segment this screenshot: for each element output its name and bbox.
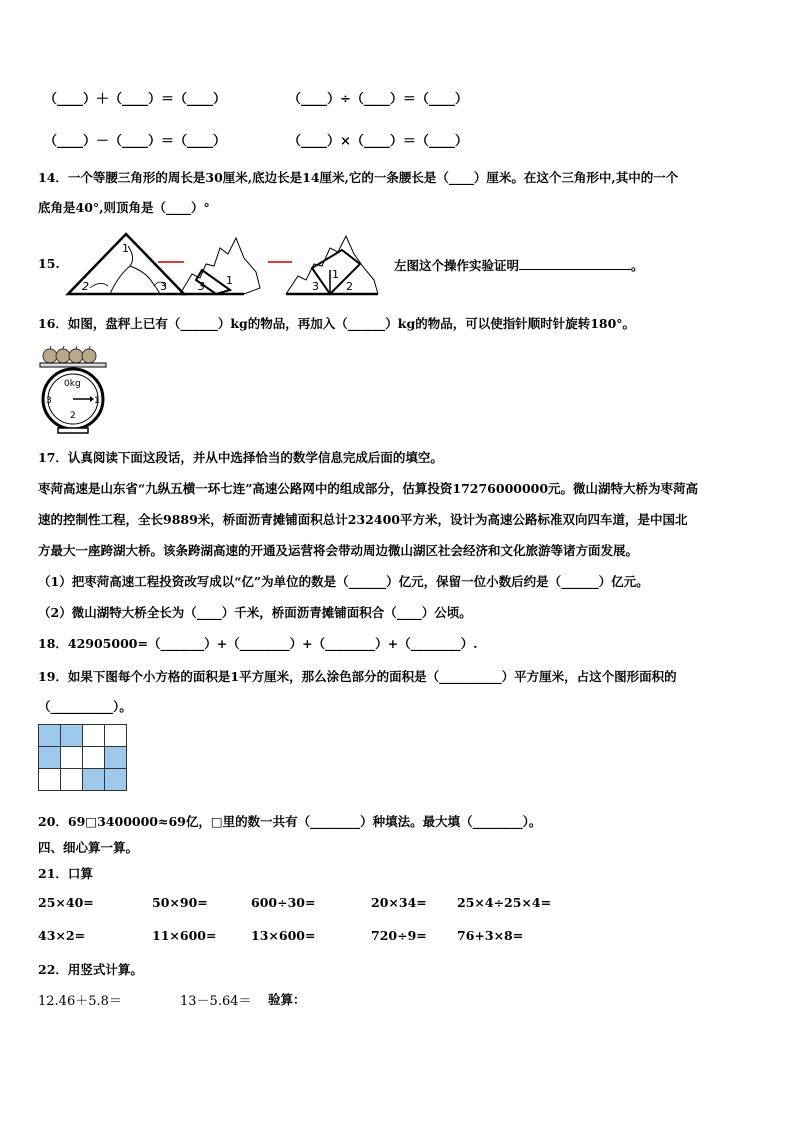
- scale-figure: [36, 344, 114, 436]
- scale-label-left: 3: [46, 396, 52, 406]
- vertical-calc-item: 13－5.64＝: [180, 994, 252, 1009]
- angle-label-2-fig3: 2: [346, 280, 353, 293]
- calc-item: 13×600=: [251, 928, 316, 943]
- angle-label-1: 1: [122, 242, 129, 255]
- scale-label-top: 0kg: [64, 379, 81, 389]
- equation-divide: （____）÷（____）＝（____）: [288, 92, 468, 107]
- question-16: 16．如图，盘秤上已有（______）kg的物品，再加入（______）kg的物品，可以使指针顺时针旋转180°。: [38, 316, 636, 331]
- calc-item: 43×2=: [38, 928, 86, 943]
- question-17-sub2: （2）微山湖特大桥全长为（____）千米，桥面沥青摊铺面积合（____）公顷。: [38, 605, 472, 620]
- section-4-heading: 四、细心算一算。: [38, 840, 139, 855]
- apple-icons: [43, 349, 96, 363]
- question-17-sub1: （1）把枣菏高速工程投资改写成以“亿”为单位的数是（______）亿元，保留一位小数后约是（______）亿元。: [38, 574, 649, 589]
- angle-label-1-fig3: 1: [332, 268, 339, 281]
- question-21: 21．口算: [38, 866, 93, 881]
- question-15-text: 左图这个操作实验证明 。: [394, 258, 644, 273]
- calc-item: 720÷9=: [371, 928, 427, 943]
- calc-item: 25×40=: [38, 895, 94, 910]
- question-18: 18．42905000=（_______）+（________）+（________）+（________）.: [38, 636, 478, 651]
- equation-subtract: （____）－（____）＝（____）: [44, 134, 227, 149]
- equation-add: （____）＋（____）＝（____）: [44, 92, 227, 107]
- angle-label-2: 2: [82, 280, 89, 293]
- shaded-grid-figure: [38, 724, 127, 791]
- scale-label-right: 1: [94, 396, 100, 406]
- angle-label-3-fig2: 3: [198, 280, 205, 293]
- angle-label-3: 3: [160, 280, 167, 293]
- question-20: 20．69□3400000≈69亿，□里的数一共有（________）种填法。最大填（________）。: [38, 814, 542, 829]
- question-17-paragraph-line2: 速的控制性工程，全长9889米，桥面沥青摊铺面积总计232400平方米，设计为高速公路标准双向四车道，是中国北: [38, 512, 688, 527]
- question-22: 22．用竖式计算。: [38, 962, 143, 977]
- question-17-title: 17．认真阅读下面这段话，并从中选择恰当的数学信息完成后面的填空。: [38, 450, 443, 465]
- calc-item: 600÷30=: [251, 895, 316, 910]
- angle-label-3-fig3: 3: [312, 280, 319, 293]
- question-14-line1: 14．一个等腰三角形的周长是30厘米,底边长是14厘米,它的一条腰长是（____）厘米。在这个三角形中,其中的一个: [38, 170, 679, 185]
- vertical-calc-item: 12.46＋5.8＝: [38, 994, 122, 1009]
- calc-item: 11×600=: [152, 928, 217, 943]
- calc-item: 25×4÷25×4=: [457, 895, 552, 910]
- question-14-line2: 底角是40°,则顶角是（____）°: [38, 200, 210, 215]
- calc-item: 76+3×8=: [457, 928, 524, 943]
- verification-label: 验算：: [268, 992, 306, 1007]
- calc-item: 20×34=: [371, 895, 427, 910]
- question-17-paragraph-line1: 枣菏高速是山东省“九纵五横一环七连”高速公路网中的组成部分，估算投资17276000000元。微山湖特大桥为枣菏高: [38, 481, 699, 496]
- calc-item: 50×90=: [152, 895, 208, 910]
- equation-multiply: （____）×（____）＝（____）: [288, 134, 468, 149]
- question-19-line2: （__________）。: [38, 699, 132, 714]
- question-15-number: 15.: [38, 256, 60, 271]
- scale-label-bottom: 2: [70, 411, 76, 421]
- triangle-angle-experiment-figure: [60, 228, 390, 300]
- angle-label-1-fig2: 1: [226, 274, 233, 287]
- answer-blank[interactable]: [519, 257, 631, 270]
- question-19-line1: 19．如果下图每个小方格的面积是1平方厘米，那么涂色部分的面积是（__________）平方厘米，占这个图形面积的: [38, 669, 677, 684]
- question-17-paragraph-line3: 方最大一座跨湖大桥。该条跨湖高速的开通及运营将会带动周边微山湖区社会经济和文化旅游等诸方面发展。: [38, 543, 639, 558]
